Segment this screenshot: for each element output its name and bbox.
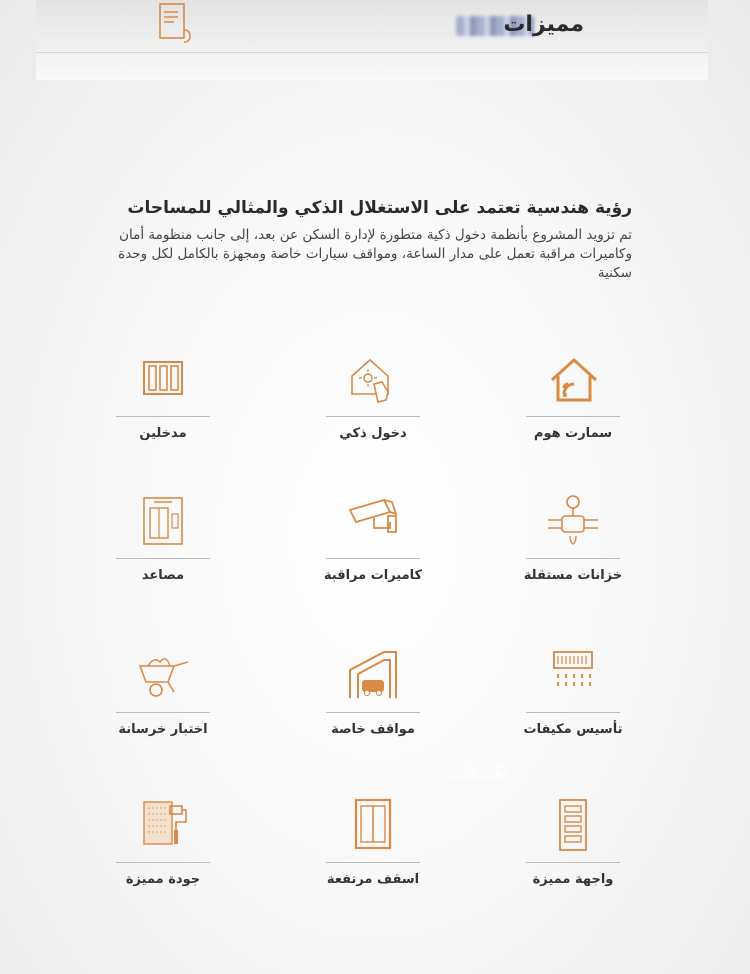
feature-label: جودة مميزة — [125, 872, 201, 887]
feature-smart-home — [498, 350, 648, 460]
receipt-doc-icon — [154, 0, 198, 44]
feature-quality — [88, 796, 238, 906]
feature-label: اسقف مرتفعة — [326, 872, 420, 887]
feature-label: تأسيس مكيفات — [523, 722, 623, 737]
watermark-logo: عـقـ — [448, 752, 511, 787]
feature-label: مصاعد — [141, 568, 185, 583]
header — [36, 0, 708, 53]
wheelbarrow-icon — [134, 646, 192, 704]
feature-cameras — [298, 492, 448, 602]
divider — [526, 712, 620, 713]
feature-private-parking — [298, 646, 448, 756]
divider — [116, 558, 210, 559]
smart-entry-icon — [344, 350, 402, 408]
feature-label: اختبار خرسانة — [118, 722, 208, 737]
feature-elevators — [88, 492, 238, 602]
divider — [326, 862, 420, 863]
feature-water-tanks — [498, 492, 648, 602]
smart-home-icon — [544, 350, 602, 408]
divider — [326, 712, 420, 713]
feature-facade — [498, 796, 648, 906]
feature-label: مدخلين — [139, 426, 187, 441]
intro-body: تم تزويد المشروع بأنظمة دخول ذكية متطورة لإدارة السكن عن بعد، إلى جانب منظومة أمان وكاميرات مراقبة تعمل على مدار الساعة، ومواقف سيارات خاصة ومجهزة بالكامل لكل وحدة سكنية — [118, 227, 632, 281]
feature-concrete-test — [88, 646, 238, 756]
divider — [526, 862, 620, 863]
feature-double-door — [88, 350, 238, 460]
private-parking-icon — [344, 646, 402, 704]
feature-label: كاميرات مراقبة — [323, 568, 423, 583]
divider — [326, 558, 420, 559]
divider — [116, 862, 210, 863]
feature-high-ceilings — [298, 796, 448, 906]
intro-section — [112, 196, 632, 283]
security-camera-icon — [344, 492, 402, 550]
high-ceiling-icon — [344, 796, 402, 854]
paint-roller-icon — [134, 796, 192, 854]
elevator-icon — [134, 492, 192, 550]
water-tank-icon — [544, 492, 602, 550]
feature-smart-entry — [298, 350, 448, 460]
divider — [116, 712, 210, 713]
feature-label: واجهة مميزة — [532, 872, 614, 887]
feature-label: سمارت هوم — [533, 426, 613, 441]
ac-unit-icon — [544, 646, 602, 704]
divider — [526, 558, 620, 559]
double-door-icon — [134, 350, 192, 408]
feature-ac — [498, 646, 648, 756]
divider — [116, 416, 210, 417]
page-title: مميزات — [503, 12, 584, 37]
divider — [326, 416, 420, 417]
feature-label: مواقف خاصة — [331, 722, 415, 737]
feature-label: خزانات مستقلة — [523, 568, 623, 583]
feature-label: دخول ذكي — [339, 426, 407, 441]
divider — [526, 416, 620, 417]
intro-title: رؤية هندسية تعتمد على الاستغلال الذكي والمثالي للمساحات — [127, 198, 632, 218]
facade-icon — [544, 796, 602, 854]
